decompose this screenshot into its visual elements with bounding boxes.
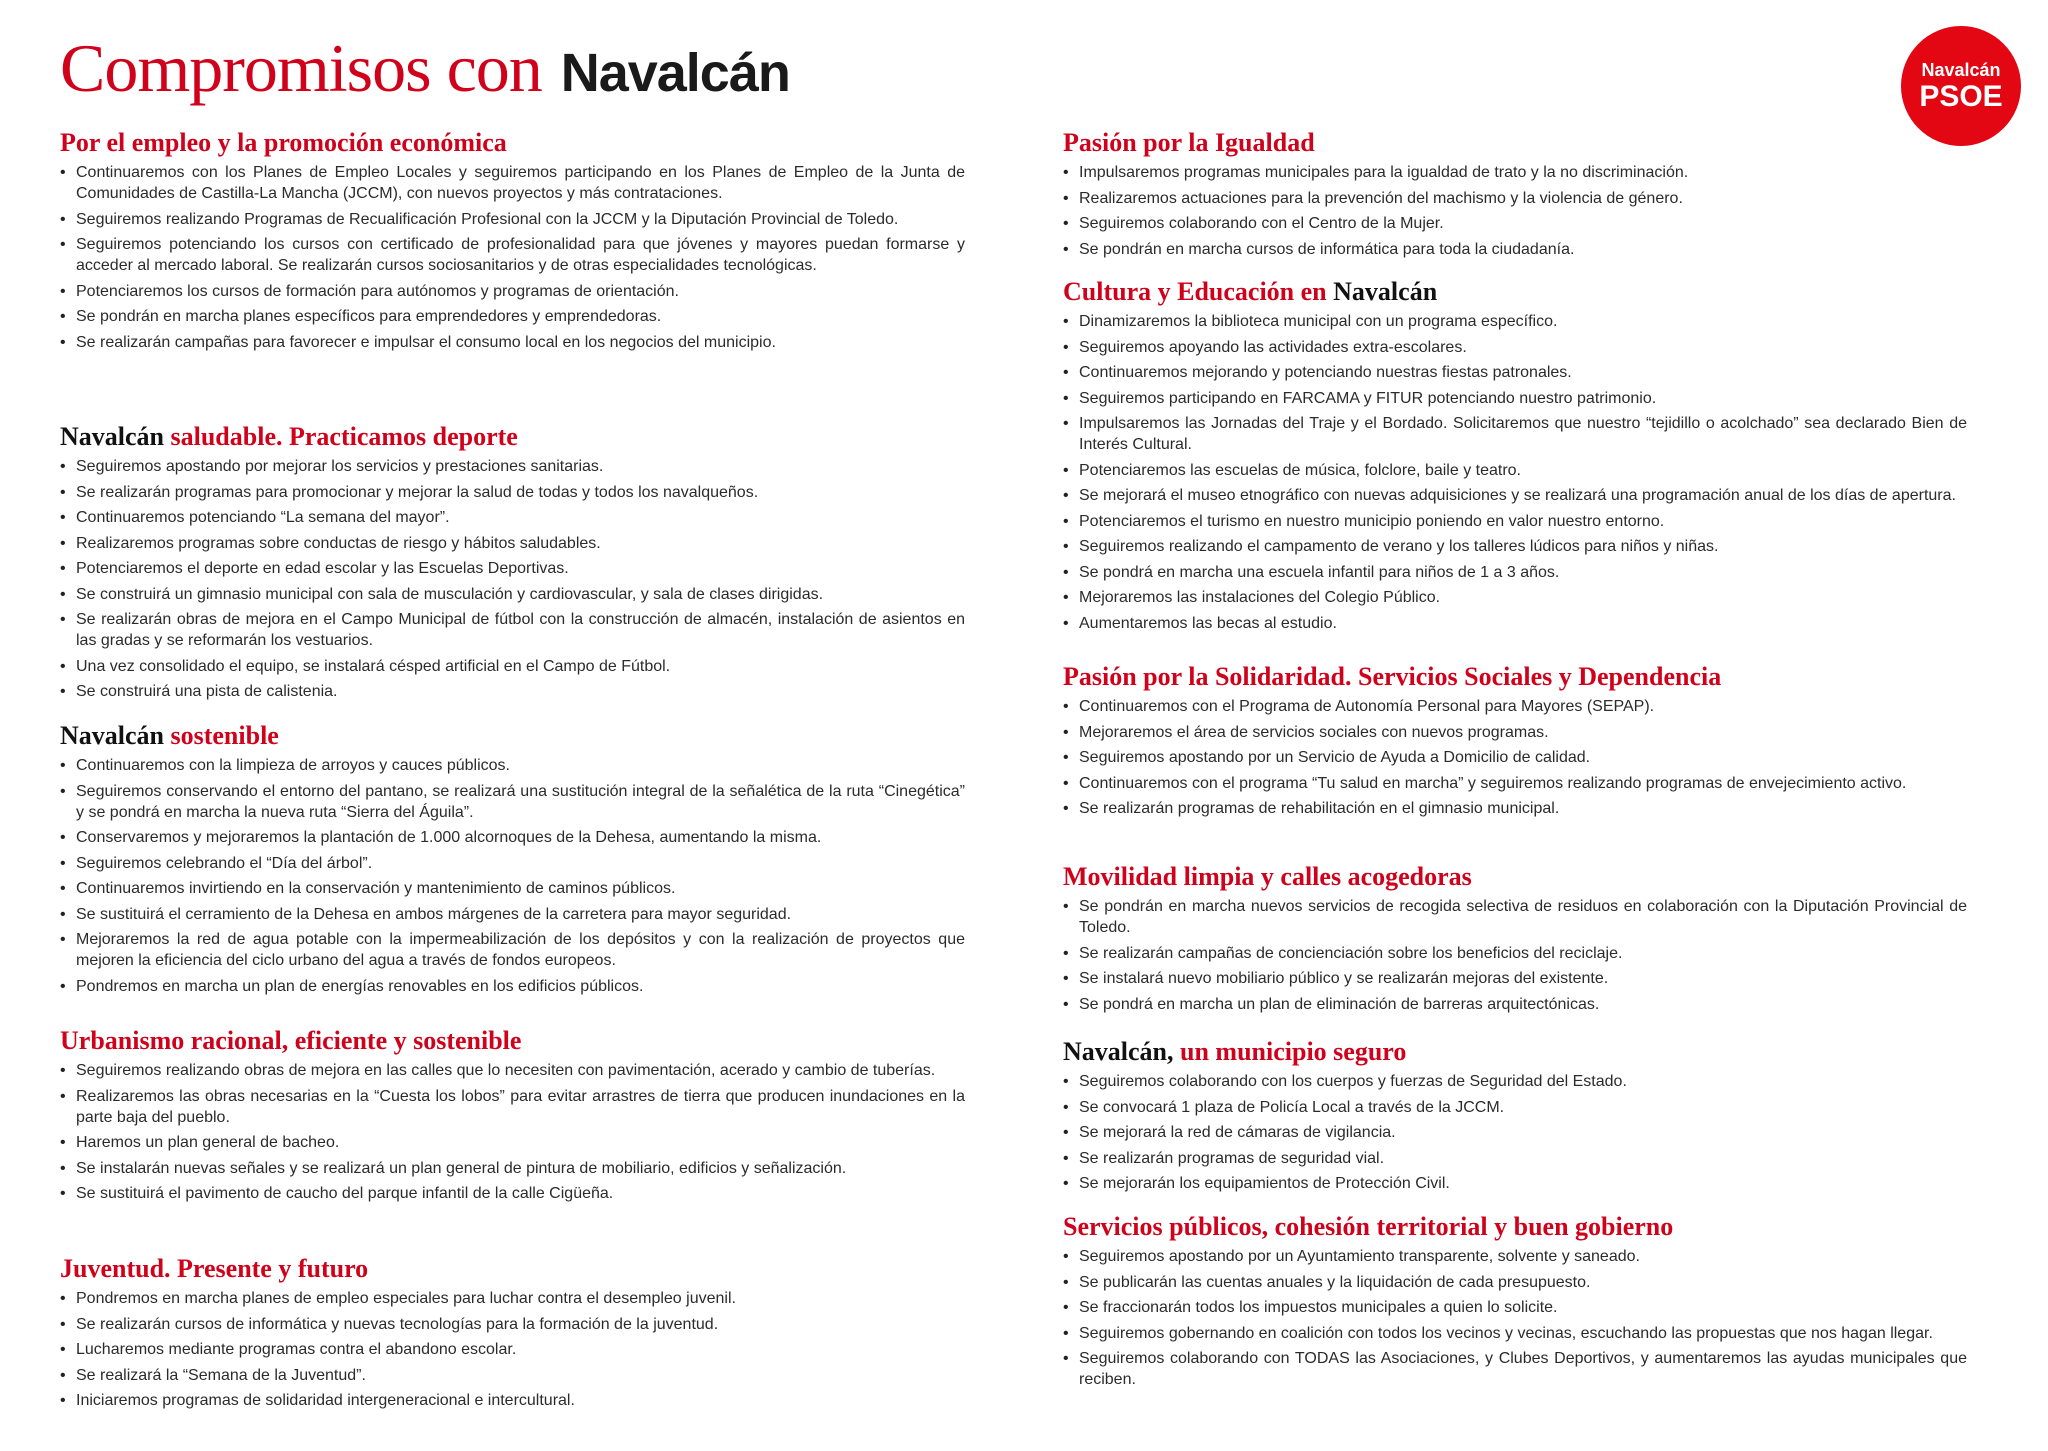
list-item: • Realizaremos programas sobre conductas de riesgo y hábitos saludables.: [60, 533, 965, 554]
list-item: • Mejoraremos las instalaciones del Colegio Público.: [1063, 587, 1967, 608]
list-item: • Se pondrán en marcha planes específicos para emprendedores y emprendedoras.: [60, 306, 965, 327]
list-item: • Seguiremos colaborando con el Centro de la Mujer.: [1063, 213, 1967, 234]
list-item: • Seguiremos apostando por un Servicio de Ayuda a Domicilio de calidad.: [1063, 747, 1967, 768]
list-item: • Se realizarán cursos de informática y nuevas tecnologías para la formación de la juventud.: [60, 1314, 965, 1335]
section-heading: [1063, 277, 1967, 307]
heading-segment: Pasión por la Solidaridad. Servicios Sociales y Dependencia: [1063, 662, 1722, 691]
list-item: • Pondremos en marcha un plan de energías renovables en los edificios públicos.: [60, 976, 965, 997]
list-item: • Se realizarán obras de mejora en el Campo Municipal de fútbol con la construcción de almacén, instalación de asientos en las gradas y se reformarán los vestuarios.: [60, 609, 965, 651]
heading-segment: Por el empleo y la promoción económica: [60, 128, 507, 157]
list-item: • Se pondrán en marcha nuevos servicios de recogida selectiva de residuos en colaboración con la Diputación Provincial de Toledo.: [1063, 896, 1967, 938]
page-title: [60, 28, 790, 113]
list-item: • Seguiremos apoyando las actividades extra-escolares.: [1063, 337, 1967, 358]
list-item: • Potenciaremos las escuelas de música, folclore, baile y teatro.: [1063, 460, 1967, 481]
list-item: • Una vez consolidado el equipo, se instalará césped artificial en el Campo de Fútbol.: [60, 656, 965, 677]
list-item: • Potenciaremos los cursos de formación para autónomos y programas de orientación.: [60, 281, 965, 302]
section-heading: [60, 1254, 965, 1284]
list-item: • Mejoraremos el área de servicios sociales con nuevos programas.: [1063, 722, 1967, 743]
commitment-list: [60, 456, 965, 702]
title-part-1: Compromisos con: [60, 30, 542, 106]
list-item: • Pondremos en marcha planes de empleo especiales para luchar contra el desempleo juvenil.: [60, 1288, 965, 1309]
commitment-list: [1063, 311, 1967, 634]
list-item: • Potenciaremos el deporte en edad escolar y las Escuelas Deportivas.: [60, 558, 965, 579]
commitment-list: [60, 1288, 965, 1411]
list-item: • Seguiremos celebrando el “Día del árbol”.: [60, 853, 965, 874]
commitment-list: [1063, 696, 1967, 819]
section-heading: [1063, 1212, 1967, 1242]
list-item: • Continuaremos invirtiendo en la conservación y mantenimiento de caminos públicos.: [60, 878, 965, 899]
list-item: • Impulsaremos programas municipales para la igualdad de trato y la no discriminación.: [1063, 162, 1967, 183]
list-item: • Se publicarán las cuentas anuales y la liquidación de cada presupuesto.: [1063, 1272, 1967, 1293]
heading-segment: Navalcán: [1333, 277, 1438, 306]
list-item: • Continuaremos potenciando “La semana del mayor”.: [60, 507, 965, 528]
list-item: • Aumentaremos las becas al estudio.: [1063, 613, 1967, 634]
section-heading: [1063, 128, 1967, 158]
list-item: • Continuaremos con el Programa de Autonomía Personal para Mayores (SEPAP).: [1063, 696, 1967, 717]
section-heading: [60, 422, 965, 452]
list-item: • Seguiremos participando en FARCAMA y FITUR potenciando nuestro patrimonio.: [1063, 388, 1967, 409]
title-part-2: Navalcán: [560, 43, 790, 103]
logo-town: Navalcán: [1921, 60, 2001, 80]
section-heading: [1063, 662, 1967, 692]
list-item: • Se instalará nuevo mobiliario público y se realizarán mejoras del existente.: [1063, 968, 1967, 989]
list-item: • Se realizarán programas de seguridad vial.: [1063, 1148, 1967, 1169]
list-item: • Se construirá un gimnasio municipal con sala de musculación y cardiovascular, y sala de clases dirigidas.: [60, 584, 965, 605]
section-right-3: [1063, 862, 1967, 1019]
section-right-4: [1063, 1037, 1967, 1199]
list-item: • Se pondrá en marcha un plan de eliminación de barreras arquitectónicas.: [1063, 994, 1967, 1015]
heading-segment: saludable. Practicamos deporte: [170, 422, 518, 451]
heading-segment: Navalcán: [60, 422, 171, 451]
section-left-3: [60, 1026, 965, 1209]
list-item: • Se convocará 1 plaza de Policía Local a través de la JCCM.: [1063, 1097, 1967, 1118]
list-item: • Continuaremos mejorando y potenciando nuestras fiestas patronales.: [1063, 362, 1967, 383]
list-item: • Seguiremos realizando Programas de Recualificación Profesional con la JCCM y la Diputación Provincial de Toledo.: [60, 209, 965, 230]
list-item: • Realizaremos las obras necesarias en la “Cuesta los lobos” para evitar arrastres de tierra que producen inundaciones en la parte baja del pueblo.: [60, 1086, 965, 1128]
list-item: • Se mejorarán los equipamientos de Protección Civil.: [1063, 1173, 1967, 1194]
list-item: • Se pondrá en marcha una escuela infantil para niños de 1 a 3 años.: [1063, 562, 1967, 583]
list-item: • Seguiremos realizando el campamento de verano y los talleres lúdicos para niños y niñas.: [1063, 536, 1967, 557]
list-item: • Haremos un plan general de bacheo.: [60, 1132, 965, 1153]
list-item: • Se construirá una pista de calistenia.: [60, 681, 965, 702]
list-item: • Seguiremos gobernando en coalición con todos los vecinos y vecinas, escuchando las propuestas que nos hagan llegar.: [1063, 1323, 1967, 1344]
section-heading: [60, 128, 965, 158]
list-item: • Se realizará la “Semana de la Juventud”.: [60, 1365, 965, 1386]
heading-segment: Urbanismo racional, eficiente y sostenible: [60, 1026, 522, 1055]
section-left-2: [60, 721, 965, 1001]
section-heading: [1063, 862, 1967, 892]
list-item: • Dinamizaremos la biblioteca municipal con un programa específico.: [1063, 311, 1967, 332]
list-item: • Impulsaremos las Jornadas del Traje y el Bordado. Solicitaremos que nuestro “tejidillo o acolchado” sea declarado Bien de Interés Cultural.: [1063, 413, 1967, 455]
heading-segment: Cultura y Educación en: [1063, 277, 1334, 306]
list-item: • Se fraccionarán todos los impuestos municipales a quien lo solicite.: [1063, 1297, 1967, 1318]
list-item: • Seguiremos colaborando con TODAS las Asociaciones, y Clubes Deportivos, y aumentaremos las ayudas municipales que reciben.: [1063, 1348, 1967, 1390]
heading-segment: Juventud. Presente y futuro: [60, 1254, 369, 1283]
heading-segment: sostenible: [170, 721, 279, 750]
section-right-0: [1063, 128, 1967, 264]
commitment-list: [1063, 162, 1967, 260]
list-item: • Se sustituirá el pavimento de caucho del parque infantil de la calle Cigüeña.: [60, 1183, 965, 1204]
list-item: • Continuaremos con la limpieza de arroyos y cauces públicos.: [60, 755, 965, 776]
list-item: • Se realizarán campañas de concienciación sobre los beneficios del reciclaje.: [1063, 943, 1967, 964]
heading-segment: Navalcán,: [1063, 1037, 1180, 1066]
list-item: • Se mejorará el museo etnográfico con nuevas adquisiciones y se realizará una programación anual de los días de apertura.: [1063, 485, 1967, 506]
list-item: • Se sustituirá el cerramiento de la Dehesa en ambos márgenes de la carretera para mayor seguridad.: [60, 904, 965, 925]
commitment-list: [1063, 1246, 1967, 1390]
logo-party: PSOE: [1919, 80, 2003, 113]
list-item: • Seguiremos conservando el entorno del pantano, se realizará una sustitución integral de la señalética de la ruta “Cinegética” y se pondrá en marcha la nueva ruta “Sierra del Águila”.: [60, 781, 965, 823]
heading-segment: un municipio seguro: [1180, 1037, 1407, 1066]
commitment-list: [1063, 1071, 1967, 1194]
list-item: • Seguiremos apostando por mejorar los servicios y prestaciones sanitarias.: [60, 456, 965, 477]
list-item: • Se realizarán campañas para favorecer e impulsar el consumo local en los negocios del municipio.: [60, 332, 965, 353]
heading-segment: Movilidad limpia y calles acogedoras: [1063, 862, 1472, 891]
list-item: • Se realizarán programas para promocionar y mejorar la salud de todas y todos los navalqueños.: [60, 482, 965, 503]
section-right-2: [1063, 662, 1967, 824]
heading-segment: Pasión por la Igualdad: [1063, 128, 1315, 157]
section-right-1: [1063, 277, 1967, 638]
list-item: • Seguiremos colaborando con los cuerpos y fuerzas de Seguridad del Estado.: [1063, 1071, 1967, 1092]
heading-segment: Navalcán: [60, 721, 171, 750]
list-item: • Se instalarán nuevas señales y se realizará un plan general de pintura de mobiliario, edificios y señalización.: [60, 1158, 965, 1179]
section-left-0: [60, 128, 965, 357]
list-item: • Seguiremos realizando obras de mejora en las calles que lo necesiten con pavimentación, acerado y cambio de tuberías.: [60, 1060, 965, 1081]
commitment-list: [1063, 896, 1967, 1015]
section-heading: [60, 721, 965, 751]
list-item: • Seguiremos potenciando los cursos con certificado de profesionalidad para que jóvenes y mayores puedan formarse y acceder al mercado laboral. Se realizarán cursos sociosanitarios y de otras especialidades tecnológicas.: [60, 234, 965, 276]
section-heading: [1063, 1037, 1967, 1067]
list-item: • Iniciaremos programas de solidaridad intergeneracional e intercultural.: [60, 1390, 965, 1411]
list-item: • Continuaremos con los Planes de Empleo Locales y seguiremos participando en los Planes de Empleo de la Junta de Comunidades de Castilla-La Mancha (JCCM), con nuevos proyectos y más contrataciones.: [60, 162, 965, 204]
commitment-list: [60, 755, 965, 997]
list-item: • Se mejorará la red de cámaras de vigilancia.: [1063, 1122, 1967, 1143]
list-item: • Se pondrán en marcha cursos de informática para toda la ciudadanía.: [1063, 239, 1967, 260]
list-item: • Conservaremos y mejoraremos la plantación de 1.000 alcornoques de la Dehesa, aumentando la misma.: [60, 827, 965, 848]
list-item: • Mejoraremos la red de agua potable con la impermeabilización de los depósitos y con la realización de proyectos que mejoren la eficiencia del ciclo urbano del agua a través de fondos europeos.: [60, 929, 965, 971]
list-item: • Seguiremos apostando por un Ayuntamiento transparente, solvente y saneado.: [1063, 1246, 1967, 1267]
list-item: • Potenciaremos el turismo en nuestro municipio poniendo en valor nuestro entorno.: [1063, 511, 1967, 532]
commitment-list: [60, 1060, 965, 1204]
heading-segment: Servicios públicos, cohesión territorial y buen gobierno: [1063, 1212, 1674, 1241]
list-item: • Realizaremos actuaciones para la prevención del machismo y la violencia de género.: [1063, 188, 1967, 209]
section-right-5: [1063, 1212, 1967, 1395]
list-item: • Se realizarán programas de rehabilitación en el gimnasio municipal.: [1063, 798, 1967, 819]
list-item: • Continuaremos con el programa “Tu salud en marcha” y seguiremos realizando programas de envejecimiento activo.: [1063, 773, 1967, 794]
section-left-1: [60, 422, 965, 707]
section-left-4: [60, 1254, 965, 1416]
list-item: • Lucharemos mediante programas contra el abandono escolar.: [60, 1339, 965, 1360]
section-heading: [60, 1026, 965, 1056]
commitment-list: [60, 162, 965, 353]
